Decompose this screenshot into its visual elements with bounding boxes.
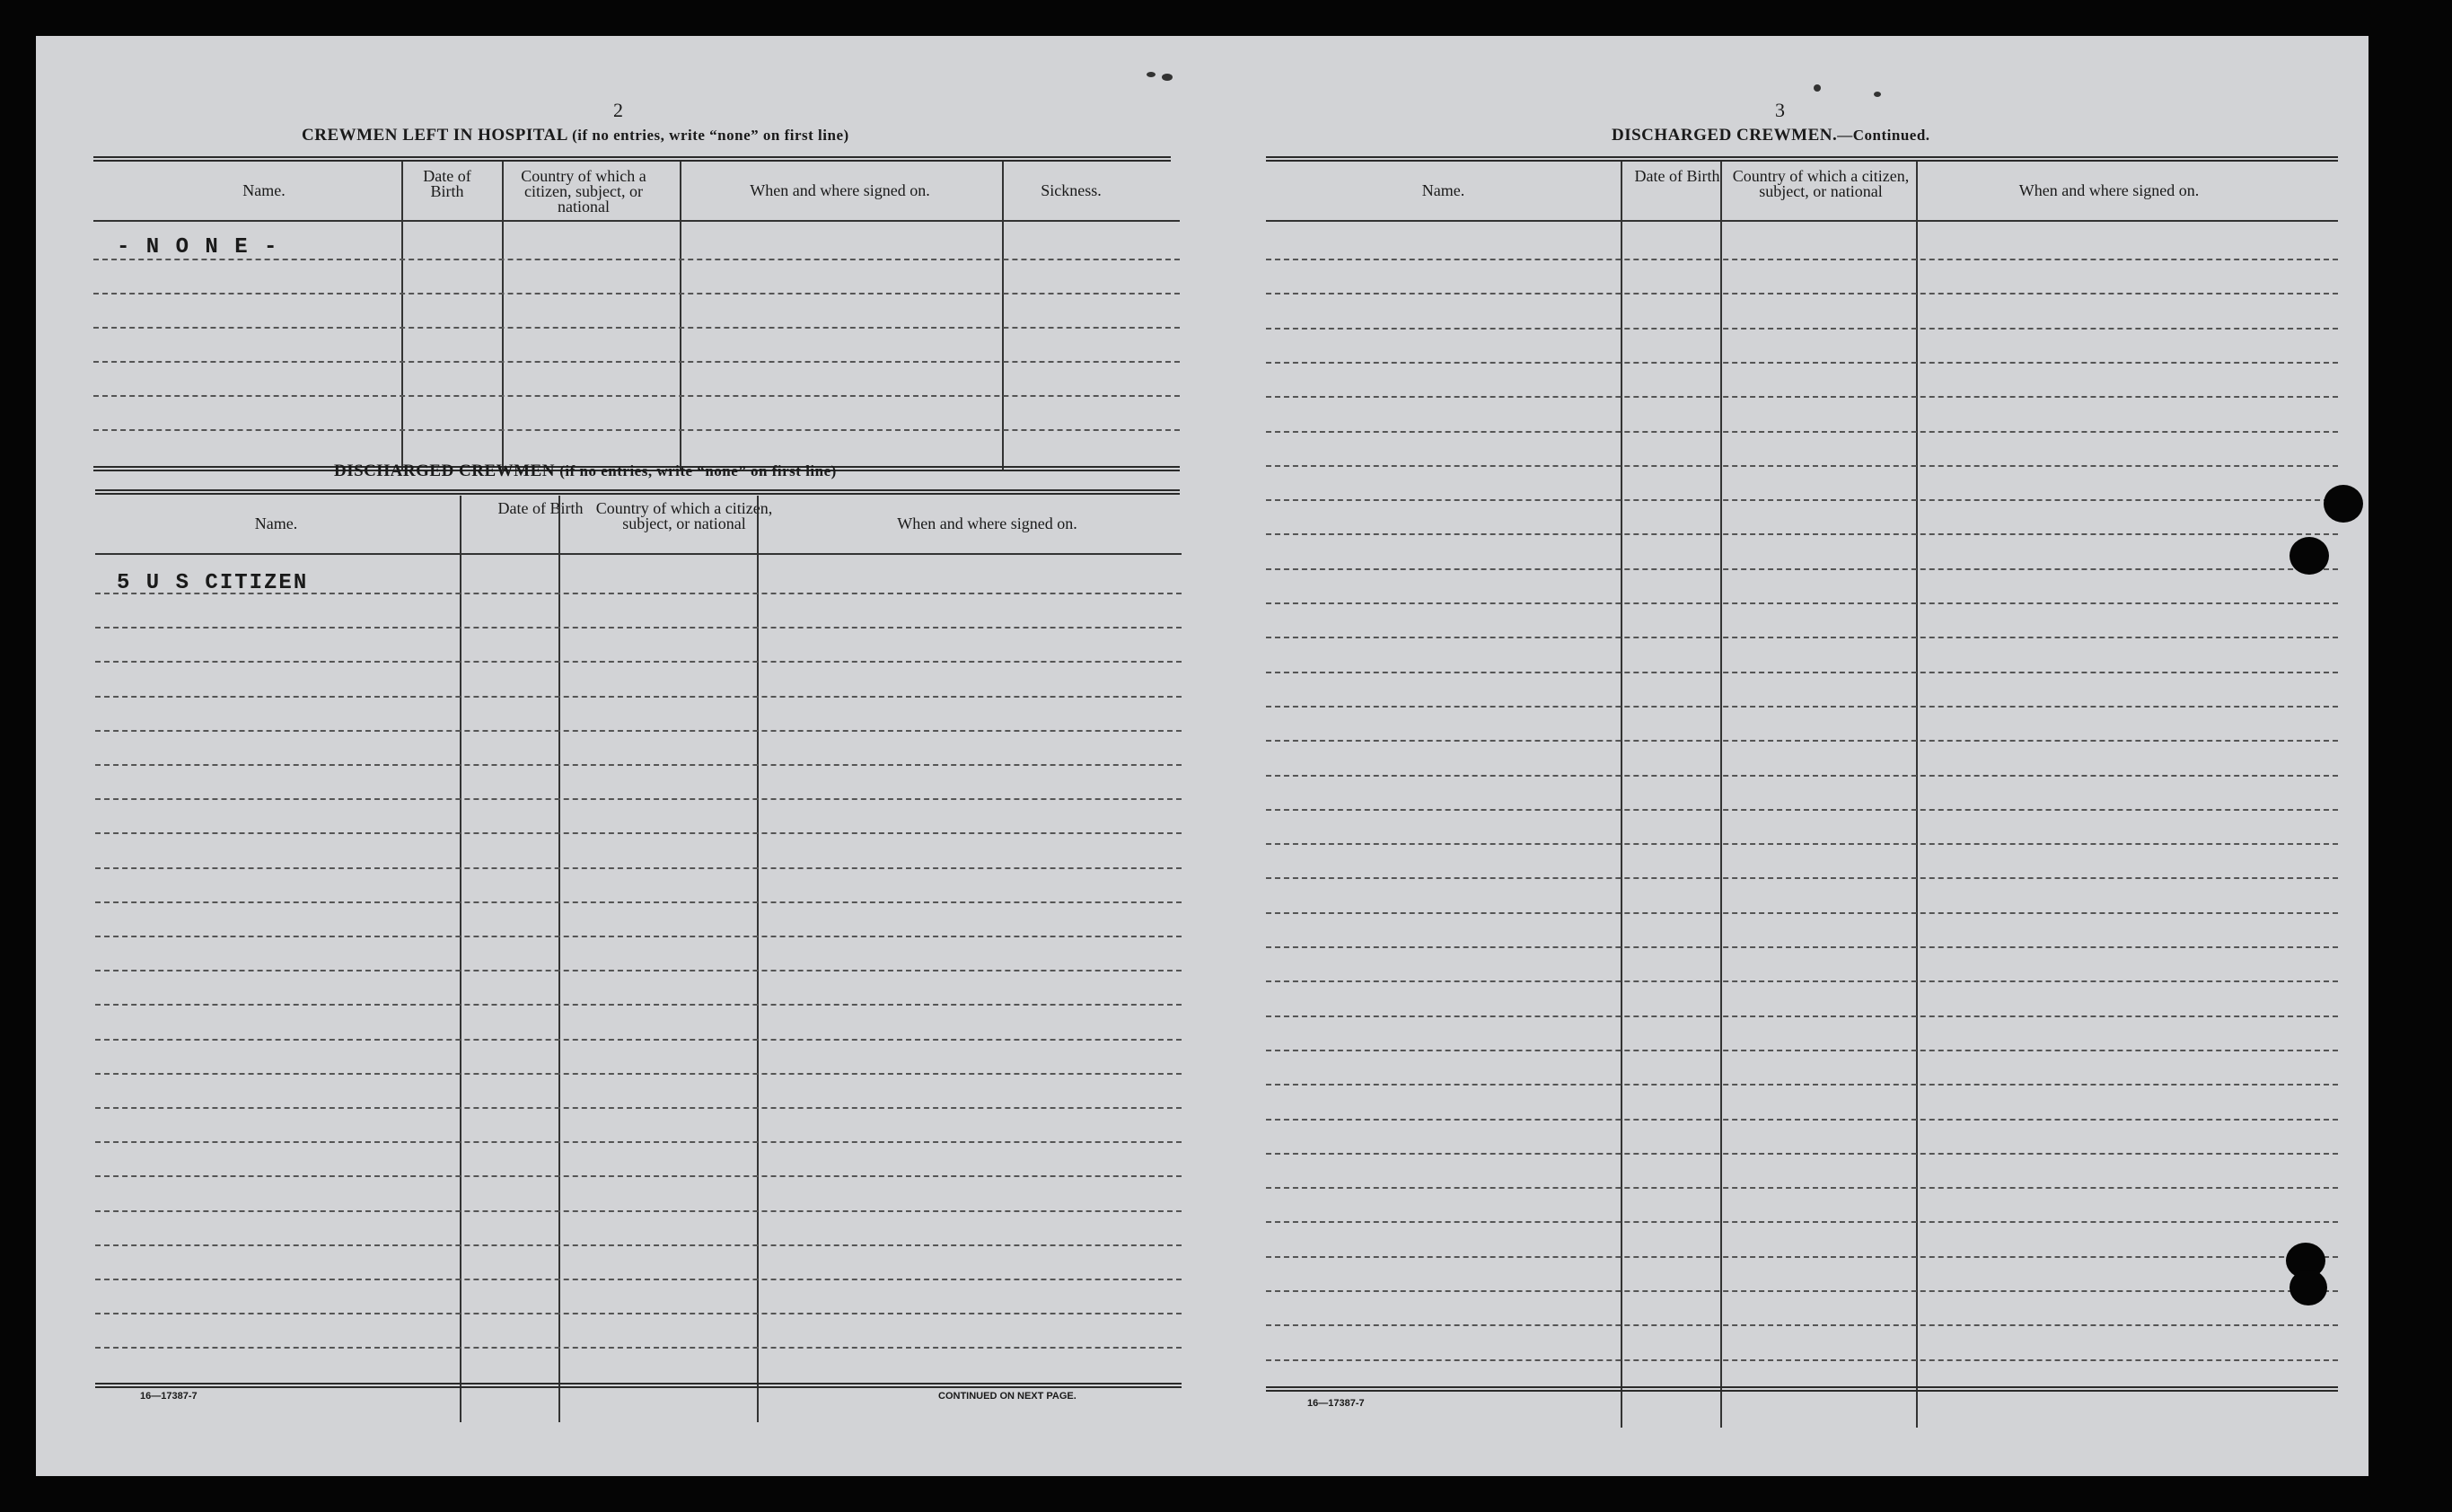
hospital-col-divider <box>680 162 681 471</box>
ruled-line <box>95 970 1182 971</box>
discharged-col-country: Country of which a citizen, subject, or national <box>595 499 773 532</box>
hospital-col-divider <box>502 162 504 471</box>
ruled-line <box>1266 1359 2338 1361</box>
ruled-line <box>1266 533 2338 535</box>
ruled-line <box>1266 1187 2338 1189</box>
discharged-table-top-rule <box>95 489 1180 495</box>
ruled-line <box>95 661 1182 663</box>
hospital-entry-none: - N O N E - <box>117 235 279 259</box>
document-sheet <box>36 36 2369 1476</box>
scan-speck <box>1162 74 1173 81</box>
ruled-line <box>1266 602 2338 604</box>
hospital-section-title: CREWMEN LEFT IN HOSPITAL <box>302 126 567 145</box>
discharged-col-dob: Date of Birth <box>497 499 584 517</box>
ruled-line <box>95 1107 1182 1109</box>
ruled-line <box>1266 499 2338 501</box>
ruled-line <box>95 1347 1182 1349</box>
ruled-line <box>95 1313 1182 1314</box>
discharged-col-divider <box>757 496 759 1422</box>
ruled-line <box>1266 568 2338 570</box>
page-number-right: 3 <box>1775 99 1785 121</box>
hospital-section-subtitle: (if no entries, write “none” on first line) <box>572 127 849 144</box>
scan-speck <box>1814 84 1821 92</box>
right-col-dob: Date of Birth <box>1634 167 1720 185</box>
ruled-line <box>95 696 1182 698</box>
ruled-line <box>93 293 1180 294</box>
ruled-line <box>93 429 1180 431</box>
ruled-line <box>1266 740 2338 742</box>
ruled-line <box>95 627 1182 629</box>
discharged-col-name: Name. <box>254 514 298 532</box>
hospital-table-top-rule <box>93 156 1171 162</box>
ruled-line <box>1266 843 2338 845</box>
form-number-left: 16—17387-7 <box>140 1391 198 1402</box>
right-section-subtitle: —Continued. <box>1837 127 1930 144</box>
ruled-line <box>95 798 1182 800</box>
ruled-line <box>1266 328 2338 330</box>
punch-hole <box>2324 485 2363 523</box>
ruled-line <box>1266 775 2338 777</box>
punch-hole <box>2289 537 2329 575</box>
ruled-line <box>1266 912 2338 914</box>
ruled-line <box>95 832 1182 834</box>
hospital-section-title-row <box>302 126 849 145</box>
ruled-line <box>1266 396 2338 398</box>
ruled-line <box>95 1210 1182 1212</box>
ruled-line <box>95 730 1182 732</box>
ruled-line <box>1266 672 2338 673</box>
scan-speck <box>1874 92 1881 97</box>
ruled-line <box>1266 1256 2338 1258</box>
ruled-line <box>95 1279 1182 1280</box>
right-section-title-row <box>1612 126 1930 145</box>
ruled-line <box>95 901 1182 903</box>
ruled-line <box>1266 293 2338 294</box>
right-col-signed-on: When and where signed on. <box>2018 181 2200 199</box>
ruled-line <box>95 867 1182 869</box>
ruled-line <box>1266 809 2338 811</box>
ruled-line <box>93 361 1180 363</box>
discharged-section-subtitle: (if no entries, write “none” on first line) <box>559 462 837 479</box>
ruled-line <box>95 1175 1182 1177</box>
hospital-col-divider <box>401 162 403 471</box>
ruled-line <box>95 1244 1182 1246</box>
form-number-right: 16—17387-7 <box>1307 1398 1365 1409</box>
hospital-col-country: Country of which a citizen, subject, or national <box>521 167 646 215</box>
ruled-line <box>93 395 1180 397</box>
ruled-line <box>95 764 1182 766</box>
discharged-section-title: DISCHARGED CREWMEN <box>334 462 555 480</box>
ruled-line <box>1266 362 2338 364</box>
ruled-line <box>1266 1324 2338 1326</box>
discharged-table-bottom-rule <box>95 1383 1182 1388</box>
right-section-title: DISCHARGED CREWMEN. <box>1612 126 1838 145</box>
discharged-entry: 5 U S CITIZEN <box>117 571 309 595</box>
discharged-col-divider <box>558 496 560 1422</box>
ruled-line <box>1266 946 2338 948</box>
hospital-col-dob: Date of Birth <box>423 167 471 200</box>
ruled-line <box>1266 1290 2338 1292</box>
ruled-line <box>1266 1221 2338 1223</box>
ruled-line <box>95 1039 1182 1041</box>
ruled-line <box>1266 706 2338 708</box>
hospital-header-rule <box>93 220 1180 222</box>
right-col-divider <box>1720 162 1722 1428</box>
right-col-country: Country of which a citizen, subject, or national <box>1732 167 1910 200</box>
ruled-line <box>1266 1153 2338 1155</box>
hospital-col-name: Name. <box>242 181 286 199</box>
ruled-line <box>95 1004 1182 1006</box>
ruled-line <box>1266 465 2338 467</box>
ruled-line <box>1266 1050 2338 1051</box>
ruled-line <box>1266 259 2338 260</box>
right-col-divider <box>1621 162 1622 1428</box>
ruled-line <box>93 327 1180 329</box>
ruled-line <box>1266 1084 2338 1086</box>
ruled-line <box>95 936 1182 937</box>
ruled-line <box>1266 1015 2338 1017</box>
scan-speck <box>1147 72 1156 77</box>
right-col-divider <box>1916 162 1918 1428</box>
continued-note: CONTINUED ON NEXT PAGE. <box>938 1391 1077 1402</box>
ruled-line <box>95 1073 1182 1075</box>
ruled-line <box>1266 980 2338 982</box>
discharged-header-rule <box>95 553 1182 555</box>
ruled-line <box>1266 431 2338 433</box>
hospital-col-sickness: Sickness. <box>1041 181 1102 199</box>
punch-hole <box>2289 1270 2327 1305</box>
discharged-col-signed-on: When and where signed on. <box>897 514 1077 532</box>
hospital-col-signed-on: When and where signed on. <box>750 181 930 199</box>
ruled-line <box>1266 1119 2338 1121</box>
discharged-col-divider <box>460 496 461 1422</box>
ruled-line <box>1266 877 2338 879</box>
right-table-top-rule <box>1266 156 2338 162</box>
ruled-line <box>95 1141 1182 1143</box>
page-number-left: 2 <box>613 99 623 121</box>
right-table-bottom-rule <box>1266 1386 2338 1392</box>
ruled-line <box>1266 637 2338 638</box>
right-col-name: Name. <box>1421 181 1465 199</box>
discharged-section-title-row <box>334 462 837 481</box>
right-header-rule <box>1266 220 2338 222</box>
hospital-col-divider <box>1002 162 1004 471</box>
